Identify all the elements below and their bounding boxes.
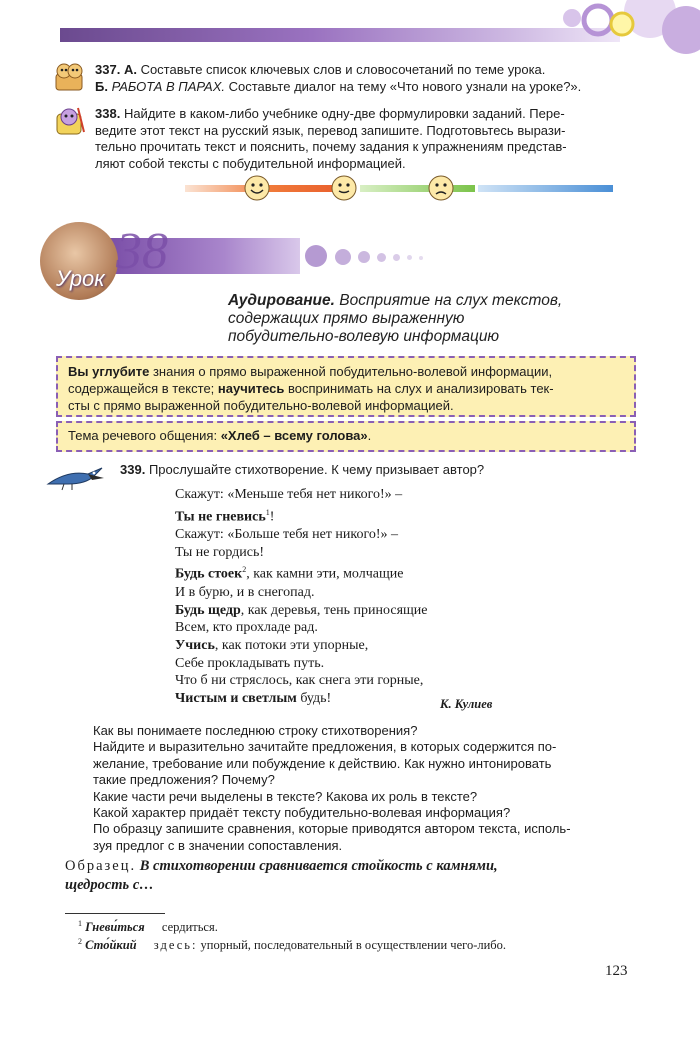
decor-dot — [377, 253, 386, 262]
question-line: Найдите и выразительно зачитайте предложения, в которых содержится по- — [93, 739, 557, 755]
sample: Образец. В стихотворении сравнивается стойкость с камнями, щедрость с… — [65, 858, 498, 893]
poem-line: Ты не гордись! — [175, 544, 265, 560]
poem-line: Что б ни стряслось, как снега эти горные, — [175, 673, 424, 689]
decor-dot — [335, 249, 351, 265]
footnote-rule — [65, 913, 165, 914]
page-number: 123 — [605, 963, 628, 979]
poem-line: Себе прокладывать путь. — [175, 655, 325, 671]
exercise-339-task: 339. Прослушайте стихотворение. К чему призывает автор? — [120, 462, 485, 477]
writing-icon — [54, 104, 86, 138]
poem-line: И в бурю, и в снегопад. — [175, 584, 315, 600]
lesson-subtitle: Аудирование. Восприятие на слух текстов, содержащих прямо выраженную побудительно-волевую информацию — [228, 292, 563, 345]
question-line: Какой характер придаёт тексту побудительно-волевая информация? — [93, 805, 511, 821]
footnote-2: $^2$ Сто́йкий здесь: упорный, последовательный в осуществлении чего-либо. — [78, 937, 507, 953]
poem-line: Учись, как потоки эти упорные, — [175, 637, 369, 653]
poem-line: Скажут: «Меньше тебя нет никого!» – — [175, 487, 403, 502]
goals-box: Вы углубите знания о прямо выраженной побудительно-волевой информации, содержащейся в тексте; научитесь воспринимать на слух и анализировать тек- сты с прямо выраженной побудительно-волевой информацией. — [56, 356, 636, 417]
poem-line: Чистым и светлым будь! — [175, 691, 332, 707]
pair-work-icon — [52, 60, 86, 94]
poem-line: Всем, кто прохладе рад. — [175, 620, 318, 636]
questions — [93, 723, 638, 854]
decor-dot — [393, 254, 400, 261]
lesson-word: Урок — [56, 266, 105, 291]
question-line: зуя предлог с в значении сопоставления. — [93, 837, 343, 853]
decorative-circles — [540, 0, 700, 60]
listening-bird-icon — [44, 462, 116, 492]
topic-box: Тема речевого общения: «Хлеб – всему голова». — [56, 421, 636, 452]
strip-green — [360, 185, 475, 192]
question-line: По образцу запишите сравнения, которые приводятся автором текста, исполь- — [93, 821, 571, 837]
question-line: такие предложения? Почему? — [93, 772, 275, 788]
footnote-1: $^1$ Гневи́ться сердиться. — [78, 919, 218, 935]
poem — [175, 486, 428, 708]
strip-blue — [478, 185, 613, 192]
poem-line: Скажут: «Больше тебя нет никого!» – — [175, 527, 399, 543]
smile-face-icon — [330, 174, 358, 202]
poem-line: Будь стоек$^2$, как камни эти, молчащие — [175, 565, 404, 583]
sad-face-icon — [427, 174, 455, 202]
poem-author: К. Кулиев — [440, 697, 493, 711]
question-line: Какие части речи выделены в тексте? Какова их роль в тексте? — [93, 788, 478, 804]
poem-line: Будь щедр, как деревья, тень приносящие — [175, 602, 428, 618]
poem-line: Ты не гневись$^1$! — [175, 507, 275, 525]
top-decorative-bar — [60, 28, 620, 42]
exercise-338: 338. Найдите в каком-либо учебнике одну-две формулировки заданий. Пере- ведите этот текст на русский язык, перевод запишите. Подготовьтесь вырази- тельно прочитать текст и пояснить, почему задания к упражнениям представ- ляют собой тексты с побудительной информацией. — [95, 106, 567, 171]
decor-dot — [358, 251, 370, 263]
happy-face-icon — [243, 174, 271, 202]
question-line: желание, требование или побуждение к действию. Как нужно интонировать — [93, 755, 552, 771]
exercise-337: 337. А. Составьте список ключевых слов и словосочетаний по теме урока. Б. РАБОТА В ПАРАХ. Составьте диалог на тему «Что нового узнали на уроке?». — [95, 62, 582, 94]
decor-dot — [407, 255, 412, 260]
question-line: Как вы понимаете последнюю строку стихотворения? — [93, 723, 418, 738]
lesson-number: 38 — [116, 223, 168, 280]
decor-dot — [419, 256, 423, 260]
decor-dot — [305, 245, 327, 267]
